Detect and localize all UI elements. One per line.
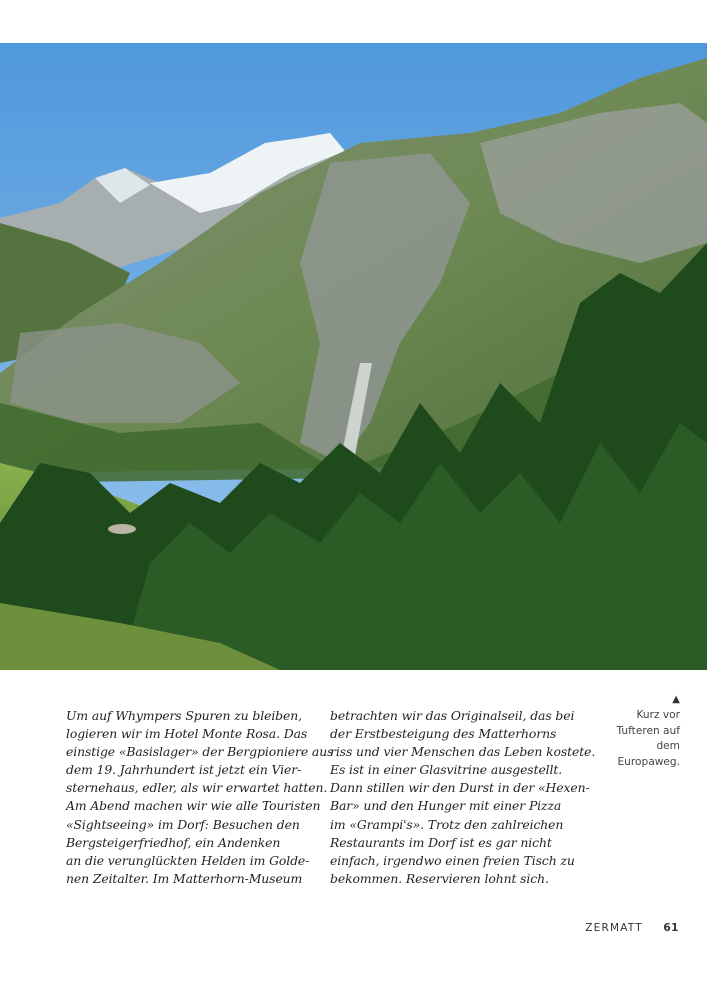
text-line: der Erstbesteigung des Matterhorns	[330, 726, 557, 742]
text-line: im «Grampi's». Trotz den zahlreichen	[330, 816, 564, 832]
caption-line: Tufteren auf	[616, 724, 680, 737]
caption-line: dem	[656, 740, 680, 752]
text-line: einfach, irgendwo einen freien Tisch zu	[330, 852, 575, 868]
text-line: nen Zeitalter. Im Matterhorn-Museum	[66, 870, 303, 886]
mountain-valley-photo	[0, 43, 707, 670]
page-number: 61	[663, 922, 679, 934]
body-text-column-2	[330, 707, 596, 888]
text-line: an die verunglückten Helden im Golde-	[66, 852, 310, 868]
photo-illustration	[0, 43, 707, 670]
section-title: ZERMATT	[585, 922, 643, 934]
text-line: betrachten wir das Originalseil, das bei	[330, 708, 575, 723]
text-line: riss und vier Menschen das Leben kostete.	[330, 744, 596, 760]
photo-caption	[604, 693, 680, 770]
text-line: einstige «Basislager» der Bergpioniere aus	[66, 744, 334, 760]
caption-line: Kurz vor	[636, 709, 680, 721]
text-line: bekommen. Reservieren lohnt sich.	[330, 870, 549, 886]
text-line: Restaurants im Dorf ist es gar nicht	[330, 834, 552, 850]
text-line: Dann stillen wir den Durst in der «Hexen-	[330, 780, 590, 796]
text-line: logieren wir im Hotel Monte Rosa. Das	[66, 726, 308, 742]
text-line: Um auf Whympers Spuren zu bleiben,	[66, 708, 302, 723]
text-line: dem 19. Jahrhundert ist jetzt ein Vier-	[66, 762, 302, 778]
body-text-column-1	[66, 707, 334, 888]
text-line: Bergsteigerfriedhof, ein Andenken	[66, 834, 281, 850]
page-footer	[585, 922, 679, 934]
triangle-up-icon: ▲	[672, 694, 680, 705]
text-line: sternehaus, edler, als wir erwartet hatten.	[66, 780, 328, 796]
text-line: Am Abend machen wir wie alle Touristen	[66, 798, 321, 814]
text-line: Bar» und den Hunger mit einer Pizza	[330, 798, 562, 814]
caption-line: Europaweg.	[617, 755, 680, 768]
text-line: «Sightseeing» im Dorf: Besuchen den	[66, 816, 300, 832]
text-line: Es ist in einer Glasvitrine ausgestellt.	[330, 762, 563, 778]
